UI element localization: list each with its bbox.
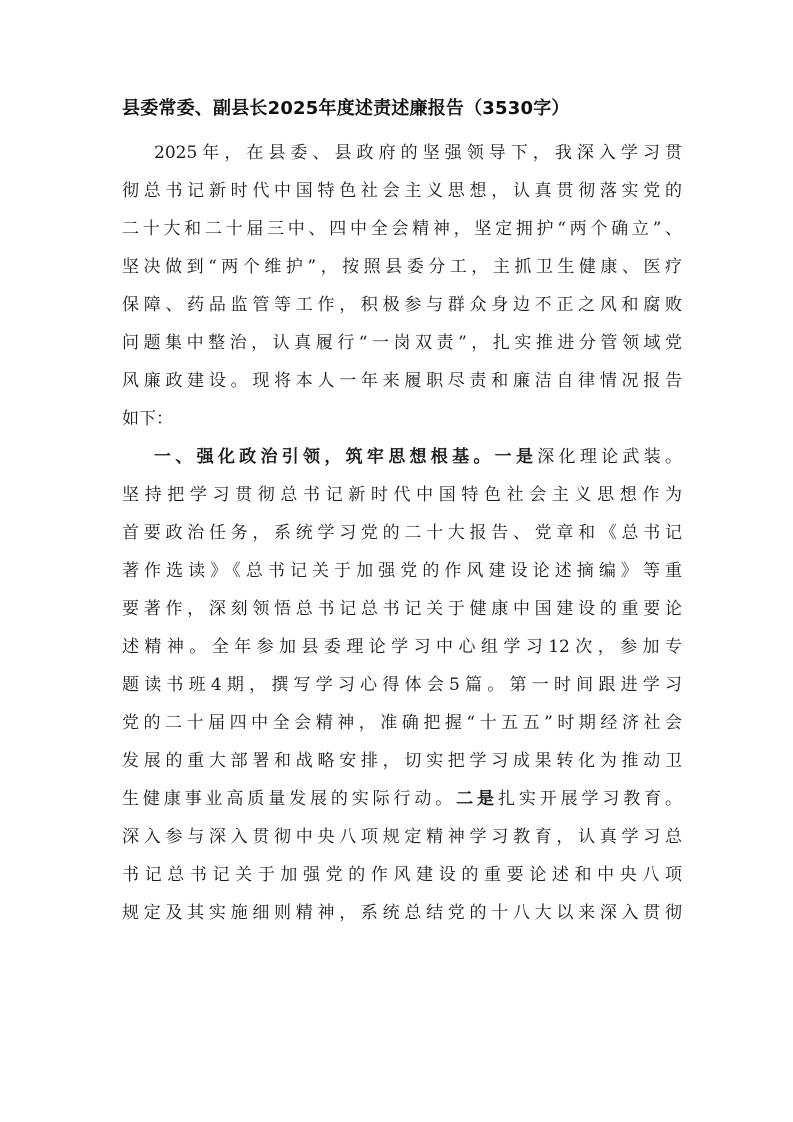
point-marker: 一是: [494, 447, 538, 467]
text-line: 党的二十届四中全会精神，准确把握“十五五”时期经济社会: [122, 713, 682, 733]
text-line: 坚决做到“两个维护”，按照县委分工，主抓卫生健康、医疗: [122, 257, 682, 277]
text-line: 发展的重大部署和战略安排，切实把学习成果转化为推动卫: [122, 751, 682, 771]
document-title: 县委常委、副县长2025年度述责述廉报告（3530字）: [122, 98, 570, 119]
text-line: 问题集中整治，认真履行“一岗双责”，扎实推进分管领域党: [122, 333, 682, 353]
document-body: [122, 134, 682, 932]
text-line: 规定及其实施细则精神，系统总结党的十八大以来深入贯彻: [122, 903, 682, 923]
text-line: 2025年，在县委、县政府的坚强领导下，我深入学习贯: [154, 143, 682, 163]
text-span: 深化理论武装。: [537, 447, 683, 467]
point-marker: 二是: [456, 789, 498, 809]
text-line: 书记总书记关于加强党的作风建设的重要论述和中央八项: [122, 865, 682, 885]
section-heading: 一、强化政治引领，筑牢思想根基。: [154, 447, 495, 467]
text-line: 彻总书记新时代中国特色社会主义思想，认真贯彻落实党的: [122, 181, 682, 201]
text-line: 著作选读》《总书记关于加强党的作风建设论述摘编》等重: [122, 561, 682, 581]
text-line: 深入参与深入贯彻中央八项规定精神学习教育，认真学习总: [122, 827, 682, 847]
text-line: 如下：: [122, 409, 173, 429]
text-line: 述精神。全年参加县委理论学习中心组学习12次，参加专: [122, 637, 682, 657]
text-line: [122, 780, 682, 818]
text-line: 要著作，深刻领悟总书记总书记关于健康中国建设的重要论: [122, 599, 682, 619]
text-span: 扎实开展学习教育。: [497, 789, 683, 809]
text-line: 保障、药品监管等工作，积极参与群众身边不正之风和腐败: [122, 295, 682, 315]
section-heading-line: [122, 438, 682, 476]
text-line: 二十大和二十届三中、四中全会精神，坚定拥护“两个确立”、: [122, 219, 682, 239]
text-line: 首要政治任务，系统学习党的二十大报告、党章和《总书记: [122, 523, 682, 543]
text-line: 坚持把学习贯彻总书记新时代中国特色社会主义思想作为: [122, 485, 682, 505]
text-line: 风廉政建设。现将本人一年来履职尽责和廉洁自律情况报告: [122, 371, 682, 391]
text-span: 生健康事业高质量发展的实际行动。: [122, 789, 457, 809]
text-line: 题读书班4期，撰写学习心得体会5篇。第一时间跟进学习: [122, 675, 682, 695]
